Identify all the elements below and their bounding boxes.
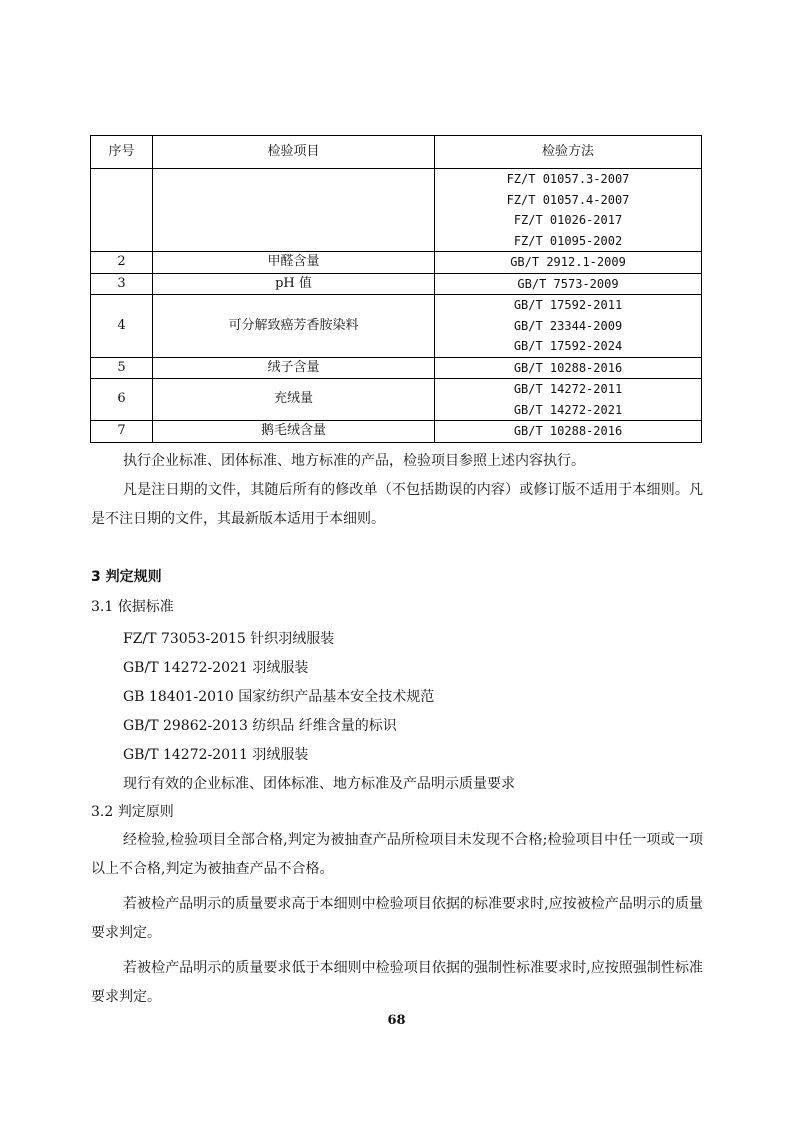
row-methods [435, 252, 702, 274]
method-line: GB/T 2912.1-2009 [510, 255, 626, 269]
row-methods [435, 295, 702, 358]
row-no [91, 169, 153, 252]
method-line: GB/T 23344-2009 [513, 318, 623, 333]
method-line: GB/T 10288-2016 [513, 360, 623, 375]
standard-item: GB 18401-2010 国家纺织产品基本安全技术规范 [123, 689, 435, 705]
paragraph-dated-references: 凡是注日期的文件，其随后所有的修改单（不包括勘误的内容）或修订版不适用于本细则。凡是不注日期的文件，其最新版本适用于本细则。 [91, 482, 703, 527]
row-methods [435, 379, 702, 421]
row-no: 5 [91, 357, 153, 379]
standard-item: GB/T 29862-2013 纺织品 纤维含量的标识 [123, 718, 397, 734]
method-line: GB/T 14272-2011 [513, 382, 623, 396]
row-no: 7 [91, 421, 153, 443]
row-methods [435, 169, 702, 252]
method-line: GB/T 17592-2024 [513, 339, 623, 353]
paragraph-lower-requirement: 若被检产品明示的质量要求低于本细则中检验项目依据的强制性标准要求时,应按照强制性标准要求判定。 [91, 960, 703, 1005]
method-line: GB/T 7573-2009 [517, 276, 619, 291]
subsection-heading-basis-standards: 3.1 依据标准 [91, 599, 174, 615]
method-line: GB/T 14272-2021 [513, 402, 623, 417]
method-line: FZ/T 01095-2002 [513, 233, 623, 248]
table-row [91, 169, 702, 252]
standard-item: GB/T 14272-2011 羽绒服装 [123, 747, 309, 763]
section-heading-judgment-rules: 3 判定规则 [91, 569, 162, 585]
row-item: 鹅毛绒含量 [153, 421, 435, 443]
paragraph-enterprise-standards: 执行企业标准、团体标准、地方标准的产品，检验项目参照上述内容执行。 [123, 453, 585, 469]
row-item: 充绒量 [153, 379, 435, 421]
header-item: 检验项目 [153, 136, 435, 169]
row-no: 3 [91, 273, 153, 295]
row-item [153, 169, 435, 252]
method-line: GB/T 10288-2016 [513, 424, 623, 438]
table-row [91, 357, 702, 379]
table-row [91, 379, 702, 421]
table-header-row [91, 136, 702, 169]
method-line: FZ/T 01057.4-2007 [506, 192, 630, 207]
row-methods [435, 273, 702, 295]
standard-item: 现行有效的企业标准、团体标准、地方标准及产品明示质量要求 [123, 776, 515, 792]
row-item: 可分解致癌芳香胺染料 [153, 295, 435, 358]
paragraph-judgment-principle: 经检验,检验项目全部合格,判定为被抽查产品所检项目未发现不合格;检验项目中任一项或一项以上不合格,判定为被抽查产品不合格。 [91, 832, 703, 877]
table-row [91, 252, 702, 274]
page-number: 68 [387, 1013, 406, 1028]
header-no: 序号 [91, 136, 153, 169]
paragraph-higher-requirement: 若被检产品明示的质量要求高于本细则中检验项目依据的标准要求时,应按被检产品明示的质量要求判定。 [91, 896, 703, 941]
row-methods [435, 421, 702, 443]
subsection-heading-judgment-principles: 3.2 判定原则 [91, 804, 174, 820]
row-methods [435, 357, 702, 379]
header-method: 检验方法 [435, 136, 702, 169]
table-row [91, 295, 702, 358]
row-no: 2 [91, 252, 153, 274]
row-no: 4 [91, 295, 153, 358]
method-line: FZ/T 01026-2017 [513, 213, 623, 227]
inspection-table [90, 135, 702, 443]
row-item: 绒子含量 [153, 357, 435, 379]
standard-item: GB/T 14272-2021 羽绒服装 [123, 660, 309, 676]
method-line: GB/T 17592-2011 [513, 298, 623, 312]
row-item: pH 值 [153, 273, 435, 295]
table-row [91, 273, 702, 295]
table-row [91, 421, 702, 443]
method-line: FZ/T 01057.3-2007 [506, 172, 630, 186]
row-item: 甲醛含量 [153, 252, 435, 274]
standard-item: FZ/T 73053-2015 针织羽绒服装 [123, 631, 335, 647]
row-no: 6 [91, 379, 153, 421]
